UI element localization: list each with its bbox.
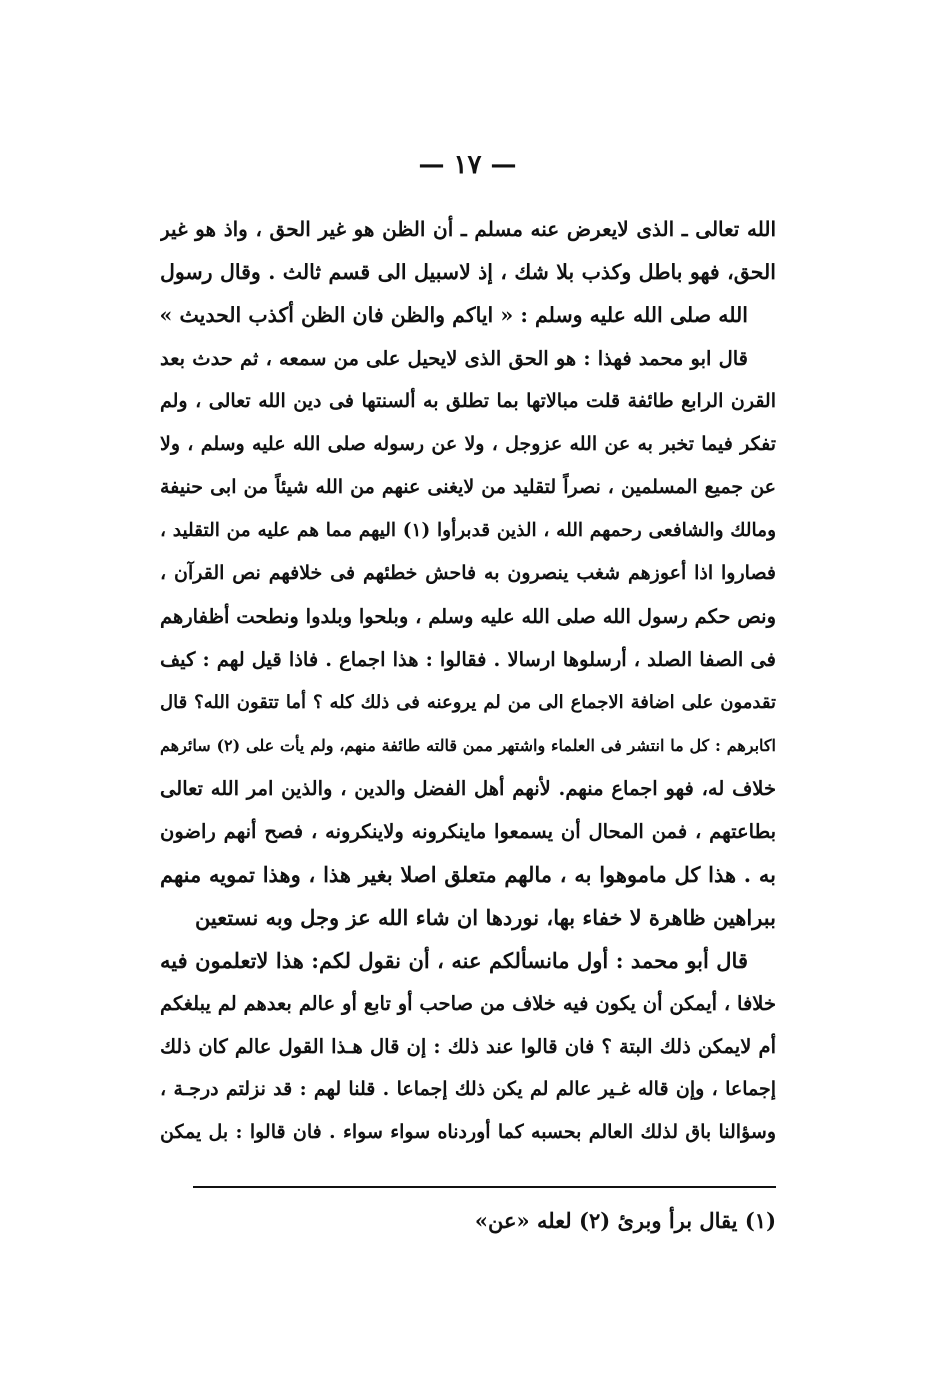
text-line: بطاعتهم ، فمن المحال أن يسمعوا ماينكرونه ولاينكرونه ، فصح أنهم راضون (160, 820, 776, 843)
footnote-divider (193, 1186, 776, 1188)
text-line: الله تعالى ـ الذى لايعرض عنه مسلم ـ أن الظن هو غير الحق ، واذ هو غير (160, 217, 776, 241)
text-line: أم لايمكن ذلك البتة ؟ فان قالوا عند ذلك : إن قال هـذا القول عالم كان ذلك (160, 1035, 776, 1058)
text-line: عن جميع المسلمين ، نصراً لتقليد من لايغنى عنهم من الله شيئاً من ابى حنيفة (160, 476, 776, 498)
text-line: ومالك والشافعى رحمهم الله ، الذين قدبرأوا (١) اليهم مما هم عليه من التقليد ، (160, 520, 776, 541)
text-line: الله صلى الله عليه وسلم : « اياكم والظن فان الظن أكذب الحديث » (160, 303, 748, 327)
text-line: تقدمون على اضافة الاجماع الى من لم يروعنه فى ذلك كله ؟ أما تتقون الله؟ قال (160, 692, 776, 713)
text-line: قال أبو محمد : أول مانسألكم عنه ، أن نقول لكم: هذا لاتعلمون فيه (160, 948, 748, 973)
text-line: الحق، فهو باطل وكذب بلا شك ، إذ لاسبيل الى قسم ثالث . وقال رسول (160, 260, 776, 284)
page-number: — ١٧ — (418, 150, 517, 180)
text-line: ونص حكم رسول الله صلى الله عليه وسلم ، وبلحوا وبلدوا ونطحت أظفارهم (160, 605, 776, 628)
text-line: وسؤالنا باق لذلك العالم بحسبه كما أوردناه سواء سواء . فان قالوا : بل يمكن (160, 1121, 776, 1143)
text-line: ببراهين ظاهرة لا خفاء بها، نوردها ان شاء الله عز وجل وبه نستعين (194, 905, 776, 930)
text-line: خلاف له، فهو اجماع منهم. لأنهم أهل الفضل والدين ، والذين امر الله تعالى (160, 777, 776, 800)
footnote: (١) يقال برأ وبرئ (٢) لعله «عن» (474, 1208, 776, 1233)
text-line: اكابرهم : كل ما انتشر فى العلماء واشتهر ممن قالته طائفة منهم، ولم يأت على (٢) سائرهم (160, 736, 776, 755)
text-line: إجماعا ، وإن قاله غـير عالم لم يكن ذلك إجماعا . قلنا لهم : قد نزلتم درجـة ، (160, 1078, 776, 1100)
text-line: قال ابو محمد فهذا : هو الحق الذى لايحيل على من سمعه ، ثم حدث بعد (160, 347, 748, 370)
main-text (160, 208, 776, 1154)
text-line: القرن الرابع طائفة قلت مبالاتها بما تطلق به ألسنتها فى دين الله تعالى ، ولم (160, 390, 776, 412)
text-line: تفكر فيما تخبر به عن الله عزوجل ، ولا عن رسوله صلى الله عليه وسلم ، ولا (160, 433, 776, 455)
text-line: فى الصفا الصلد ، أرسلوها ارسالا . فقالوا : هذا اجماع . فاذا قيل لهم : كيف (160, 648, 776, 671)
text-line: فصاروا اذا أعوزهم شغب ينصرون به فاحش خطئهم فى خلافهم نص القرآن ، (160, 562, 776, 584)
text-line: به . هذا كل ماموهوا به ، مالهم متعلق اصلا بغير هذا ، وهذا تمويه منهم (160, 862, 776, 887)
text-line: خلافا ، أيمكن أن يكون فيه خلاف من صاحب أو تابع أو عالم بعدهم لم يبلغكم (160, 992, 776, 1015)
